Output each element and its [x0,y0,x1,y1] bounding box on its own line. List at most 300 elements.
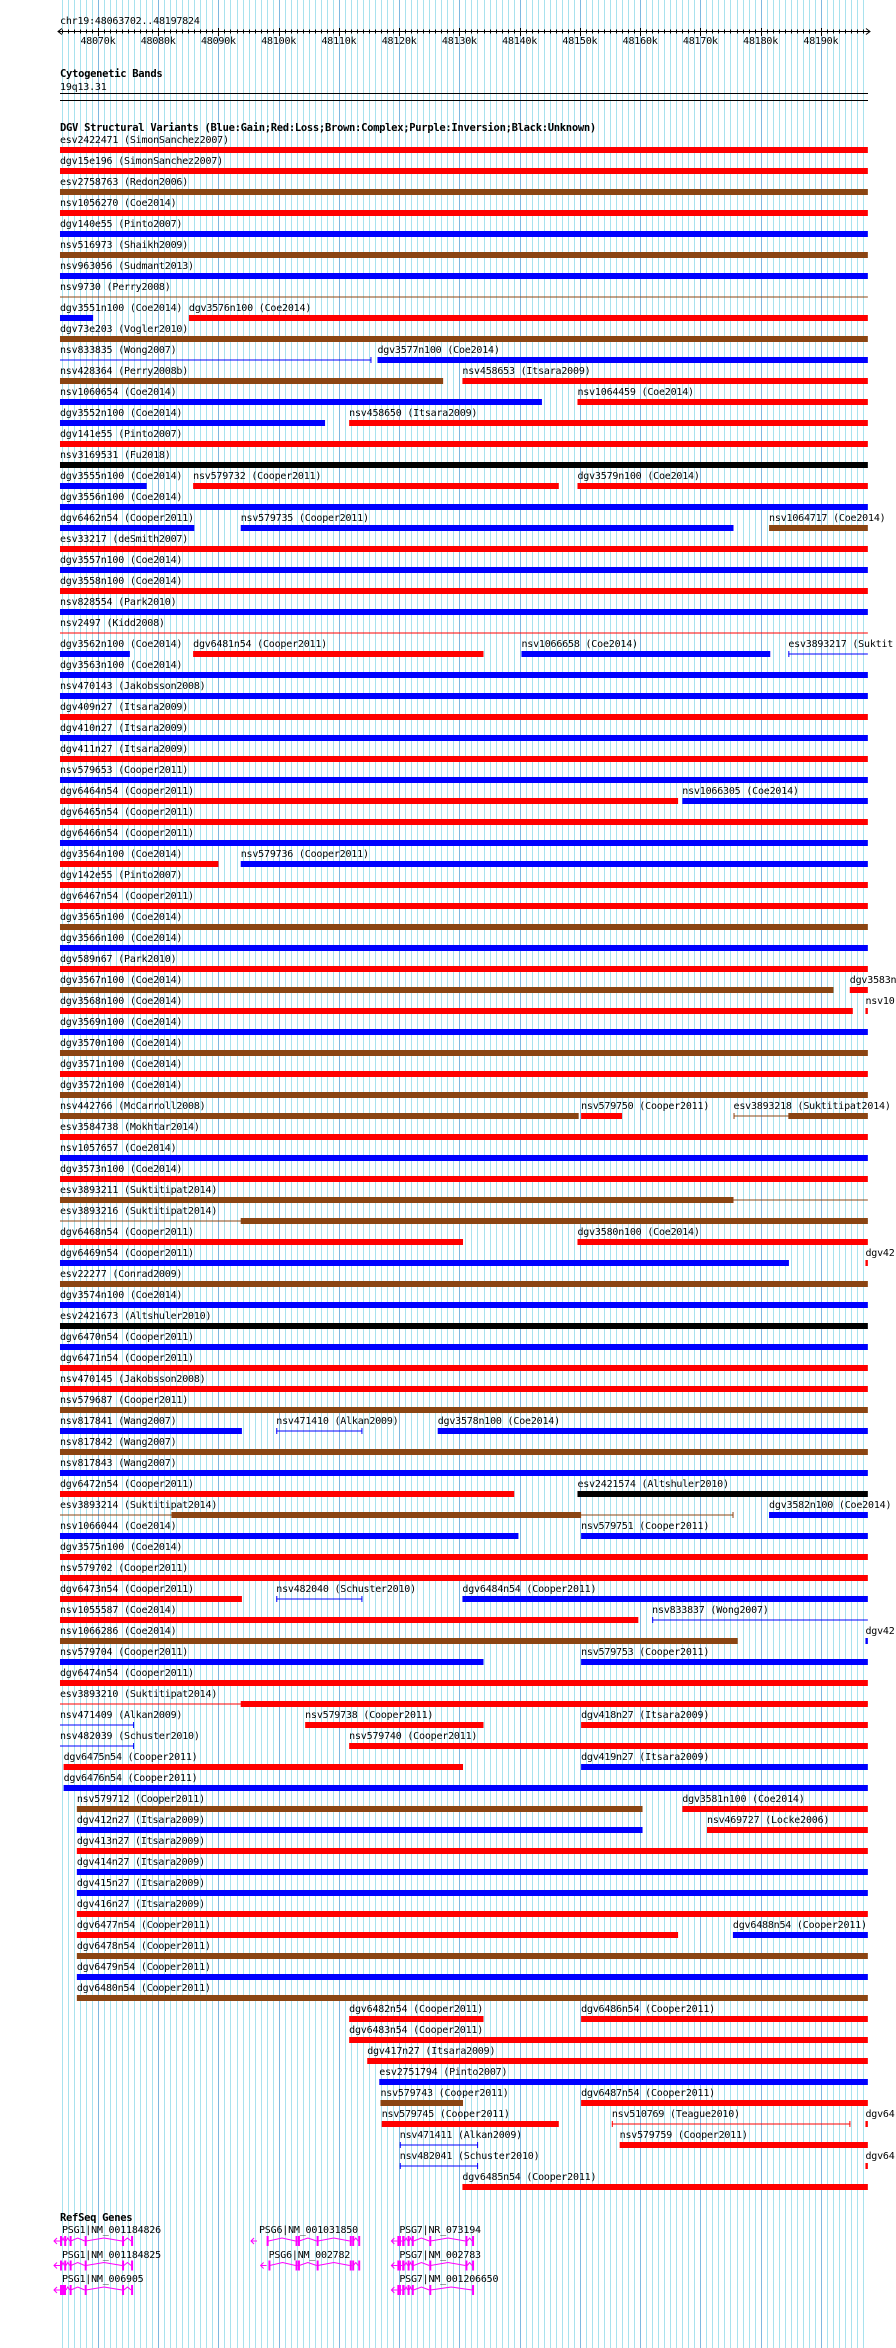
variant-label[interactable]: dgv3566n100 (Coe2014) [59,933,183,944]
variant-label[interactable]: nsv579732 (Cooper2011) [193,471,322,482]
variant-label[interactable]: dgv142e55 (Pinto2007) [59,870,183,881]
variant-label[interactable]: esv3893216 (Suktitipat2014) [59,1206,218,1217]
structural-variant[interactable] [276,1596,362,1602]
structural-variant[interactable] [60,252,868,258]
gene-label[interactable]: PSG1|NM_001184825 [61,2249,161,2261]
variant-label[interactable]: dgv3578n100 (Coe2014) [437,1416,560,1427]
structural-variant[interactable] [60,735,868,741]
structural-variant[interactable] [379,2079,868,2085]
variant-label[interactable]: dgv419n27 (Itsara2009) [581,1752,710,1763]
structural-variant[interactable] [60,1659,484,1665]
variant-label[interactable]: nsv428364 (Perry2008b) [59,366,189,377]
structural-variant[interactable] [60,315,93,321]
structural-variant[interactable] [367,2058,868,2064]
structural-variant[interactable] [865,1638,867,1644]
structural-variant[interactable] [612,2121,851,2127]
variant-label[interactable]: nsv579753 (Cooper2011) [581,1647,710,1658]
variant-label[interactable]: nsv471411 (Alkan2009) [399,2130,522,2141]
variant-label[interactable]: dgv3571n100 (Coe2014) [59,1059,183,1070]
variant-label[interactable]: dgv3564n100 (Coe2014) [59,849,183,860]
structural-variant[interactable] [60,819,868,825]
structural-variant[interactable] [60,777,868,783]
structural-variant[interactable] [77,1827,643,1833]
variant-label[interactable]: nsv3169531 (Fu2018) [59,450,171,461]
structural-variant[interactable] [769,1512,868,1518]
variant-label[interactable]: nsv817842 (Wang2007) [59,1437,177,1448]
variant-label[interactable]: dgv410n27 (Itsara2009) [59,723,189,734]
variant-label[interactable]: dgv42 [865,1248,895,1259]
structural-variant[interactable] [60,1071,868,1077]
variant-label[interactable]: nsv828554 (Park2010) [59,597,177,608]
structural-variant[interactable] [60,336,868,342]
structural-variant[interactable] [60,231,868,237]
structural-variant[interactable] [60,357,371,363]
variant-label[interactable]: nsv579745 (Cooper2011) [381,2109,510,2120]
variant-label[interactable]: dgv413n27 (Itsara2009) [76,1836,205,1847]
variant-label[interactable]: dgv6481n54 (Cooper2011) [193,639,327,650]
variant-label[interactable]: dgv3567n100 (Coe2014) [59,975,183,986]
variant-label[interactable]: esv2422471 (SimonSanchez2007) [59,135,229,146]
variant-label[interactable]: dgv6467n54 (Cooper2011) [59,891,194,902]
structural-variant[interactable] [682,1806,868,1812]
structural-variant[interactable] [60,420,325,426]
variant-label[interactable]: nsv817843 (Wang2007) [59,1458,177,1469]
structural-variant[interactable] [60,1113,579,1119]
gene-model[interactable] [391,2261,474,2271]
structural-variant[interactable] [60,1449,868,1455]
structural-variant[interactable] [60,1491,514,1497]
variant-label[interactable]: dgv6462n54 (Cooper2011) [59,513,194,524]
structural-variant[interactable] [60,903,868,909]
variant-label[interactable]: dgv3569n100 (Coe2014) [59,1017,183,1028]
variant-label[interactable]: nsv470143 (Jakobsson2008) [59,681,206,692]
structural-variant[interactable] [60,297,868,298]
variant-label[interactable]: nsv1064459 (Coe2014) [577,387,694,398]
structural-variant[interactable] [60,1428,242,1434]
variant-label[interactable]: dgv412n27 (Itsara2009) [76,1815,205,1826]
structural-variant[interactable] [865,1008,867,1014]
structural-variant[interactable] [77,1995,868,2001]
structural-variant[interactable] [241,861,868,867]
structural-variant[interactable] [60,693,868,699]
variant-label[interactable]: dgv3563n100 (Coe2014) [59,660,183,671]
variant-label[interactable]: dgv6483n54 (Cooper2011) [349,2025,484,2036]
variant-label[interactable]: nsv579702 (Cooper2011) [59,1563,189,1574]
variant-label[interactable]: nsv516973 (Shaikh2009) [59,240,189,251]
variant-label[interactable]: dgv6480n54 (Cooper2011) [76,1983,211,1994]
variant-label[interactable]: dgv3558n100 (Coe2014) [59,576,183,587]
variant-label[interactable]: nsv1066286 (Coe2014) [59,1626,177,1637]
structural-variant[interactable] [60,1701,868,1707]
variant-label[interactable]: nsv482041 (Schuster2010) [399,2151,540,2162]
variant-label[interactable]: nsv579759 (Cooper2011) [619,2130,748,2141]
variant-label[interactable]: nsv579736 (Cooper2011) [240,849,369,860]
structural-variant[interactable] [60,378,443,384]
variant-label[interactable]: dgv3583n [849,975,896,986]
variant-label[interactable]: nsv10 [865,996,895,1007]
gene-label[interactable]: PSG1|NM_001184826 [61,2225,161,2236]
structural-variant[interactable] [60,1386,868,1392]
cytoband-track-title[interactable]: Cytogenetic Bands [60,68,163,80]
variant-label[interactable]: dgv3557n100 (Coe2014) [59,555,183,566]
variant-label[interactable]: dgv589n67 (Park2010) [59,954,177,965]
structural-variant[interactable] [60,1323,868,1329]
variant-label[interactable]: dgv6482n54 (Cooper2011) [349,2004,484,2015]
structural-variant[interactable] [305,1722,483,1728]
structural-variant[interactable] [60,504,868,510]
variant-bar [60,189,868,195]
variant-label[interactable]: dgv6484n54 (Cooper2011) [462,1584,597,1595]
variant-label[interactable]: dgv6485n54 (Cooper2011) [462,2172,597,2183]
structural-variant[interactable] [60,1533,518,1539]
structural-variant[interactable] [60,567,868,573]
variant-label[interactable]: nsv1066305 (Coe2014) [682,786,799,797]
structural-variant[interactable] [77,1932,678,1938]
structural-variant[interactable] [60,1029,868,1035]
gene-model[interactable] [251,2236,360,2246]
variant-label[interactable]: esv33217 (deSmith2007) [59,534,189,545]
variant-label[interactable]: nsv1056270 (Coe2014) [59,198,177,209]
variant-label[interactable]: dgv6471n54 (Cooper2011) [59,1353,194,1364]
structural-variant[interactable] [462,378,867,384]
variant-label[interactable]: nsv2497 (Kidd2008) [59,618,165,629]
variant-label[interactable]: dgv6475n54 (Cooper2011) [63,1752,198,1763]
structural-variant[interactable] [577,399,867,405]
variant-label[interactable]: nsv579653 (Cooper2011) [59,765,189,776]
structural-variant[interactable] [788,651,868,657]
structural-variant[interactable] [60,1197,868,1203]
structural-variant[interactable] [60,633,868,634]
variant-label[interactable]: nsv833835 (Wong2007) [59,345,177,356]
variant-label[interactable]: nsv579743 (Cooper2011) [380,2088,509,2099]
variant-label[interactable]: nsv470145 (Jakobsson2008) [59,1374,206,1385]
structural-variant[interactable] [60,525,194,531]
variant-label[interactable]: dgv3572n100 (Coe2014) [59,1080,183,1091]
variant-label[interactable]: esv3893210 (Suktitipat2014) [59,1689,218,1700]
variant-bar [193,483,559,489]
variant-label[interactable]: dgv6468n54 (Cooper2011) [59,1227,194,1238]
structural-variant[interactable] [865,2163,867,2169]
structural-variant[interactable] [64,1764,463,1770]
structural-variant[interactable] [60,168,868,174]
structural-variant[interactable] [241,525,734,531]
variant-label[interactable]: dgv411n27 (Itsara2009) [59,744,189,755]
structural-variant[interactable] [60,1008,853,1014]
variant-label[interactable]: dgv64 [865,2109,895,2120]
structural-variant[interactable] [193,651,483,657]
structural-variant[interactable] [60,1365,868,1371]
variant-label[interactable]: nsv579704 (Cooper2011) [59,1647,189,1658]
variant-label[interactable]: esv2758763 (Redon2006) [59,177,189,188]
structural-variant[interactable] [577,1239,867,1245]
variant-label[interactable]: dgv3568n100 (Coe2014) [59,996,183,1007]
gene-model[interactable] [391,2285,474,2295]
variant-label[interactable]: dgv6466n54 (Cooper2011) [59,828,194,839]
structural-variant[interactable] [60,924,868,930]
structural-variant[interactable] [865,1260,867,1266]
variant-label[interactable]: dgv3577n100 (Coe2014) [377,345,500,356]
structural-variant[interactable] [377,357,867,363]
structural-variant[interactable] [60,1302,868,1308]
variant-label[interactable]: dgv15e196 (SimonSanchez2007) [59,156,223,167]
variant-label[interactable]: dgv409n27 (Itsara2009) [59,702,189,713]
variant-label[interactable]: dgv3555n100 (Coe2014) [59,471,183,482]
variant-label[interactable]: nsv579751 (Cooper2011) [581,1521,710,1532]
refseq-track-title[interactable]: RefSeq Genes [60,2212,133,2224]
variant-label[interactable]: dgv6477n54 (Cooper2011) [76,1920,211,1931]
structural-variant[interactable] [382,2121,559,2127]
variant-label[interactable]: nsv510769 (Teague2010) [611,2109,740,2120]
structural-variant[interactable] [349,420,868,426]
variant-label[interactable]: dgv64 [865,2151,895,2162]
variant-label[interactable]: esv3893214 (Suktitipat2014) [59,1500,218,1511]
structural-variant[interactable] [60,945,868,951]
variant-label[interactable]: dgv6465n54 (Cooper2011) [59,807,194,818]
structural-variant[interactable] [77,1848,868,1854]
structural-variant[interactable] [60,1638,738,1644]
structural-variant[interactable] [577,1491,867,1497]
variant-label[interactable]: dgv417n27 (Itsara2009) [367,2046,496,2057]
structural-variant[interactable] [60,147,868,153]
structural-variant[interactable] [60,840,868,846]
structural-variant[interactable] [60,1470,868,1476]
variant-label[interactable]: dgv6474n54 (Cooper2011) [59,1668,194,1679]
variant-label[interactable]: dgv3581n100 (Coe2014) [682,1794,805,1805]
gene-model[interactable] [54,2236,133,2246]
variant-label[interactable]: nsv833837 (Wong2007) [652,1605,769,1616]
variant-label[interactable]: nsv458653 (Itsara2009) [462,366,591,377]
variant-label[interactable]: dgv6479n54 (Cooper2011) [76,1962,211,1973]
structural-variant[interactable] [193,483,559,489]
variant-label[interactable]: dgv3582n100 (Coe2014) [769,1500,892,1511]
structural-variant[interactable] [60,189,868,195]
variant-label[interactable]: dgv3556n100 (Coe2014) [59,492,183,503]
structural-variant[interactable] [77,1869,868,1875]
variant-label[interactable]: dgv3579n100 (Coe2014) [577,471,700,482]
structural-variant[interactable] [60,651,130,657]
variant-label[interactable]: dgv6472n54 (Cooper2011) [59,1479,194,1490]
structural-variant[interactable] [60,609,868,615]
variant-label[interactable]: dgv3570n100 (Coe2014) [59,1038,183,1049]
structural-variant[interactable] [60,861,218,867]
variant-label[interactable]: dgv6488n54 (Cooper2011) [732,1920,867,1931]
variant-label[interactable]: dgv6476n54 (Cooper2011) [63,1773,198,1784]
structural-variant[interactable] [60,1596,242,1602]
variant-label[interactable]: dgv42 [865,1626,895,1637]
variant-label[interactable]: dgv3575n100 (Coe2014) [59,1542,183,1553]
variant-label[interactable]: nsv963056 (Sudmant2013) [59,261,194,272]
gene-label[interactable]: PSG6|NM_001031850 [258,2225,358,2236]
variant-label[interactable]: esv3893217 (Suktit [788,639,894,650]
variant-label[interactable]: dgv3573n100 (Coe2014) [59,1164,183,1175]
structural-variant[interactable] [462,2184,867,2190]
variant-label[interactable]: esv2421673 (Altshuler2010) [59,1311,212,1322]
variant-label[interactable]: dgv416n27 (Itsara2009) [76,1899,205,1910]
gene-label[interactable]: PSG7|NR_073194 [399,2225,481,2236]
structural-variant[interactable] [581,1113,622,1119]
variant-label[interactable]: esv3893211 (Suktitipat2014) [59,1185,218,1196]
variant-label[interactable]: esv2751794 (Pinto2007) [379,2067,508,2078]
structural-variant[interactable] [60,441,868,447]
structural-variant[interactable] [77,1806,643,1812]
gene-model[interactable] [54,2285,133,2295]
variant-label[interactable]: nsv471410 (Alkan2009) [276,1416,399,1427]
structural-variant[interactable] [60,273,868,279]
variant-label[interactable]: dgv3552n100 (Coe2014) [59,408,183,419]
structural-variant[interactable] [60,1680,868,1686]
structural-variant[interactable] [60,1134,868,1140]
structural-variant[interactable] [60,672,868,678]
variant-label[interactable]: nsv579738 (Cooper2011) [305,1710,434,1721]
structural-variant[interactable] [60,1554,868,1560]
structural-variant[interactable] [620,2142,868,2148]
variant-label[interactable]: dgv3551n100 (Coe2014) [59,303,183,314]
structural-variant[interactable] [60,1407,868,1413]
variant-label[interactable]: nsv579712 (Cooper2011) [76,1794,205,1805]
structural-variant[interactable] [60,1218,868,1224]
variant-label[interactable]: dgv418n27 (Itsara2009) [581,1710,710,1721]
structural-variant[interactable] [769,525,868,531]
structural-variant[interactable] [60,1239,463,1245]
gene-label[interactable]: PSG6|NM_002782 [268,2249,351,2261]
structural-variant[interactable] [707,1827,868,1833]
gene-model[interactable] [391,2236,474,2246]
variant-label[interactable]: nsv1057657 (Coe2014) [59,1143,177,1154]
variant-label[interactable]: dgv6473n54 (Cooper2011) [59,1584,194,1595]
variant-label[interactable]: dgv3574n100 (Coe2014) [59,1290,183,1301]
structural-variant[interactable] [60,1050,868,1056]
gene-label[interactable]: PSG7|NM_001206650 [399,2274,499,2285]
variant-label[interactable]: esv3893218 (Suktitipat2014) [733,1101,891,1112]
structural-variant[interactable] [577,483,867,489]
structural-variant[interactable] [349,1743,868,1749]
variant-label[interactable]: nsv579750 (Cooper2011) [581,1101,710,1112]
variant-label[interactable]: esv22277 (Conrad2009) [59,1269,183,1280]
structural-variant[interactable] [865,2121,867,2127]
structural-variant[interactable] [60,1344,868,1350]
variant-label[interactable]: nsv1066044 (Coe2014) [59,1521,177,1532]
structural-variant[interactable] [581,2100,868,2106]
structural-variant[interactable] [581,1764,868,1770]
structural-variant[interactable] [581,1659,868,1665]
structural-variant[interactable] [60,966,868,972]
structural-variant[interactable] [60,588,868,594]
variant-label[interactable]: esv2421574 (Altshuler2010) [577,1479,729,1490]
variant-label[interactable]: dgv3580n100 (Coe2014) [577,1227,700,1238]
structural-variant[interactable] [60,1575,868,1581]
variant-label[interactable]: nsv482040 (Schuster2010) [276,1584,416,1595]
structural-variant[interactable] [438,1428,868,1434]
structural-variant[interactable] [60,1260,789,1266]
variant-label[interactable]: esv3584738 (Mokhtar2014) [59,1122,200,1133]
variant-label[interactable]: nsv1066658 (Coe2014) [521,639,638,650]
structural-variant[interactable] [64,1785,868,1791]
structural-variant[interactable] [276,1428,362,1434]
structural-variant[interactable] [60,1176,868,1182]
structural-variant[interactable] [380,2100,463,2106]
structural-variant[interactable] [581,1722,868,1728]
structural-variant[interactable] [349,2016,483,2022]
structural-variant[interactable] [60,714,868,720]
structural-variant[interactable] [60,462,868,468]
variant-label[interactable]: nsv579740 (Cooper2011) [349,1731,478,1742]
structural-variant[interactable] [60,882,868,888]
variant-label[interactable]: dgv6478n54 (Cooper2011) [76,1941,211,1952]
structural-variant[interactable] [60,1155,868,1161]
gene-label[interactable]: PSG7|NM_002783 [399,2249,481,2261]
structural-variant[interactable] [60,546,868,552]
structural-variant[interactable] [60,987,834,993]
variant-label[interactable]: dgv415n27 (Itsara2009) [76,1878,205,1889]
variant-label[interactable]: dgv6469n54 (Cooper2011) [59,1248,194,1259]
variant-label[interactable]: dgv6470n54 (Cooper2011) [59,1332,194,1343]
structural-variant[interactable] [77,1911,868,1917]
structural-variant[interactable] [462,1596,867,1602]
structural-variant[interactable] [77,1953,868,1959]
structural-variant[interactable] [60,1512,734,1518]
variant-label[interactable]: nsv469727 (Locke2006) [707,1815,830,1826]
variant-label[interactable]: nsv471409 (Alkan2009) [59,1710,183,1721]
variant-label[interactable]: nsv1064717 (Coe2014) [769,513,886,524]
structural-variant[interactable] [521,651,770,657]
structural-variant[interactable] [733,1932,868,1938]
variant-label[interactable]: dgv6486n54 (Cooper2011) [581,2004,715,2015]
structural-variant[interactable] [349,2037,868,2043]
structural-variant[interactable] [581,2016,868,2022]
gene-model[interactable] [54,2261,133,2271]
structural-variant[interactable] [652,1617,868,1623]
variant-label[interactable]: dgv6464n54 (Cooper2011) [59,786,194,797]
variant-label[interactable]: nsv458650 (Itsara2009) [349,408,478,419]
structural-variant[interactable] [60,1617,638,1623]
structural-variant[interactable] [581,1533,868,1539]
variant-label[interactable]: nsv579687 (Cooper2011) [59,1395,189,1406]
structural-variant[interactable] [682,798,868,804]
variant-label[interactable]: nsv9730 (Perry2008) [59,282,171,293]
structural-variant[interactable] [60,483,147,489]
variant-label[interactable]: nsv442766 (McCarroll2008) [59,1101,206,1112]
variant-label[interactable]: nsv817841 (Wang2007) [59,1416,177,1427]
coordinate-ruler[interactable] [58,28,870,36]
variant-label[interactable]: dgv6487n54 (Cooper2011) [581,2088,715,2099]
variant-label[interactable]: dgv3562n100 (Coe2014) [59,639,183,650]
structural-variant[interactable] [60,798,678,804]
variant-label[interactable]: dgv141e55 (Pinto2007) [59,429,183,440]
variant-label[interactable]: dgv73e203 (Vogler2010) [59,324,189,335]
variant-label[interactable]: dgv3576n100 (Coe2014) [188,303,312,314]
structural-variant[interactable] [60,1281,868,1287]
variant-label[interactable]: nsv482039 (Schuster2010) [59,1731,200,1742]
structural-variant[interactable] [77,1974,868,1980]
structural-variant[interactable] [189,315,868,321]
variant-label[interactable]: dgv3565n100 (Coe2014) [59,912,183,923]
variant-label[interactable]: dgv140e55 (Pinto2007) [59,219,183,230]
structural-variant[interactable] [850,987,868,993]
structural-variant[interactable] [734,1113,868,1119]
variant-label[interactable]: nsv1055587 (Coe2014) [59,1605,177,1616]
variant-label[interactable]: nsv1060654 (Coe2014) [59,387,177,398]
structural-variant[interactable] [60,399,542,405]
structural-variant[interactable] [60,1092,868,1098]
structural-variant[interactable] [77,1890,868,1896]
variant-label[interactable]: dgv414n27 (Itsara2009) [76,1857,205,1868]
gene-label[interactable]: PSG1|NM_006905 [61,2274,144,2285]
structural-variant[interactable] [60,210,868,216]
structural-variant[interactable] [60,756,868,762]
dgv-track-title[interactable]: DGV Structural Variants (Blue:Gain;Red:Loss;Brown:Complex;Purple:Inversion;Black:Unknown) [60,122,596,134]
variant-label[interactable]: nsv579735 (Cooper2011) [240,513,369,524]
variant-bar [77,1890,868,1896]
